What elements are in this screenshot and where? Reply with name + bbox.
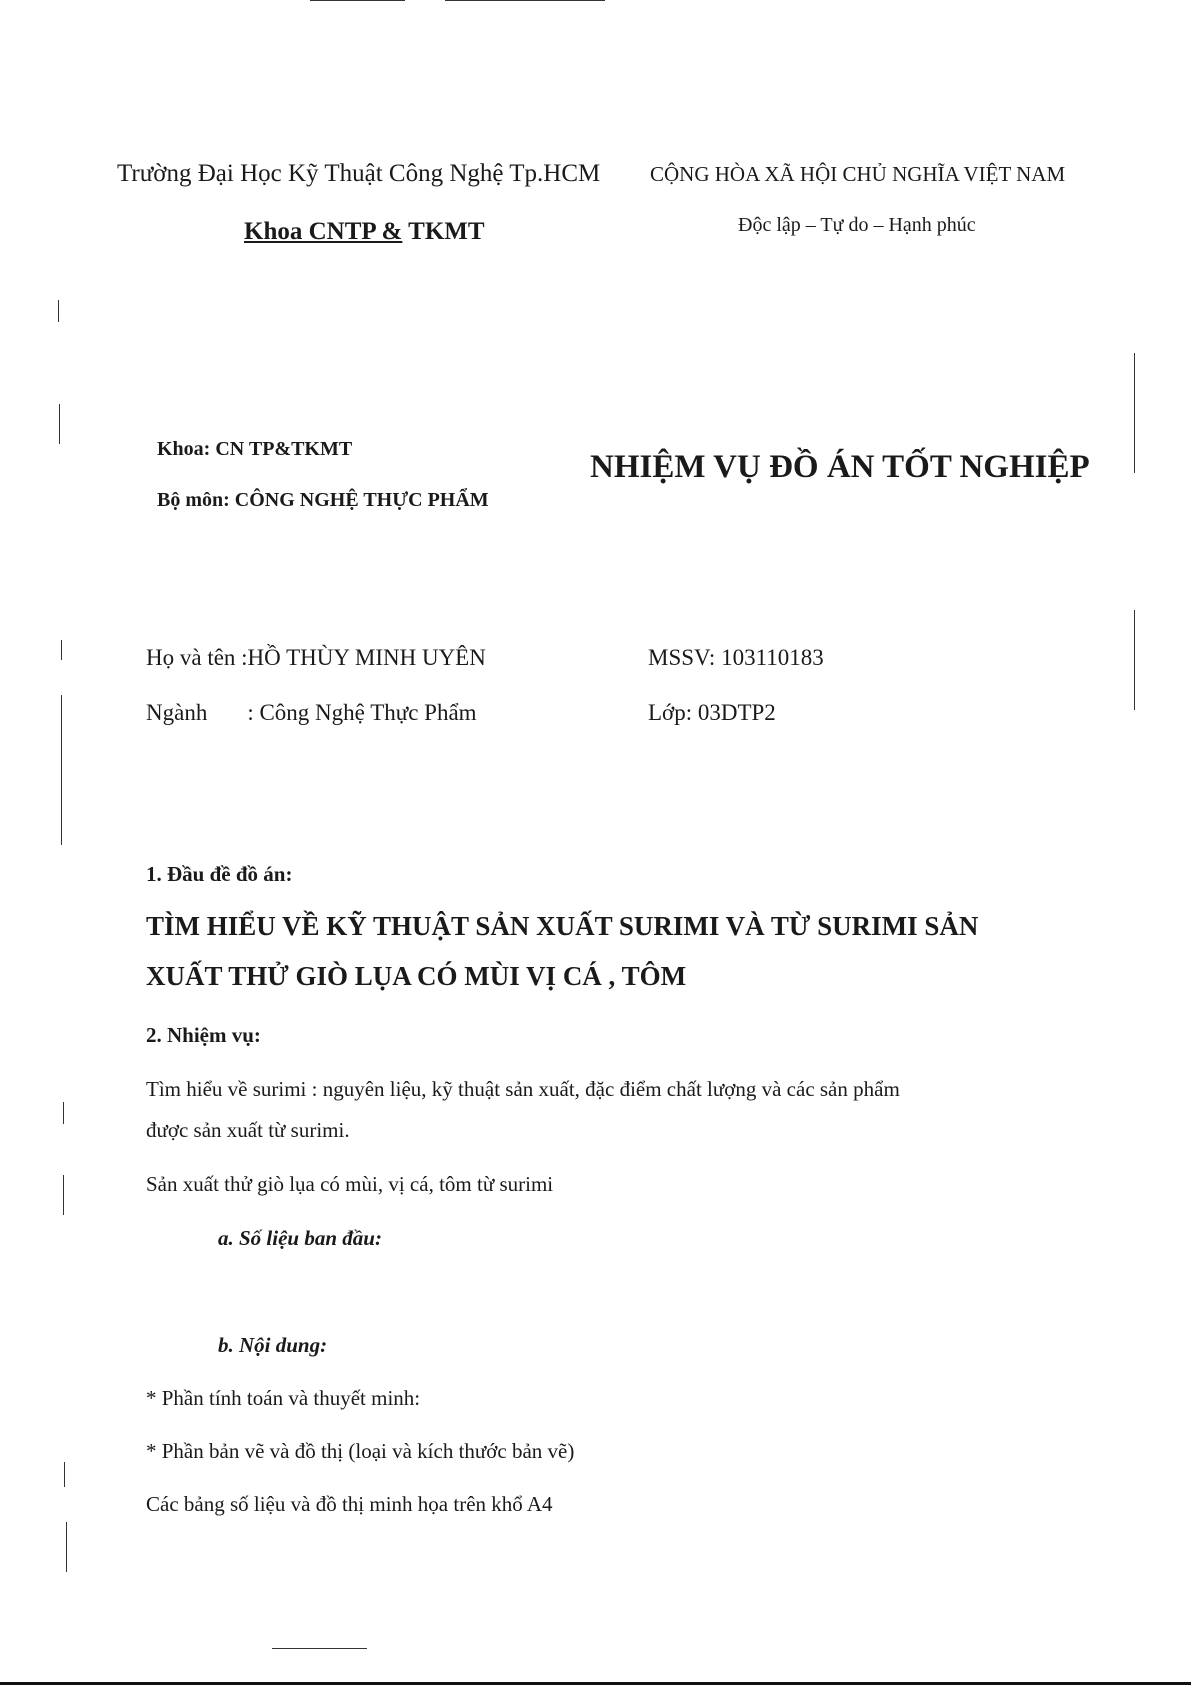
- school-name: Trường Đại Học Kỹ Thuật Công Nghệ Tp.HCM: [117, 160, 601, 187]
- content-item-2: * Phần bản vẽ và đồ thị (loại và kích thước bản vẽ): [146, 1439, 575, 1463]
- section2-heading: 2. Nhiệm vụ:: [146, 1023, 261, 1047]
- subsection-b: b. Nội dung:: [218, 1333, 328, 1357]
- document-title: NHIỆM VỤ ĐỒ ÁN TỐT NGHIỆP: [590, 449, 1090, 485]
- scan-mark-left-2: [59, 404, 60, 444]
- content-item-1: * Phần tính toán và thuyết minh:: [146, 1386, 421, 1410]
- student-major: [146, 700, 477, 726]
- scan-mark-left-5: [63, 1102, 64, 1124]
- scan-mark-left-7: [64, 1462, 65, 1487]
- scan-mark-top-2: [445, 0, 605, 1]
- major-value: : Công Nghệ Thực Phẩm: [247, 700, 477, 725]
- student-name: Họ và tên :HỒ THÙY MINH UYÊN: [146, 645, 486, 670]
- task-line-3: Sản xuất thử giò lụa có mùi, vị cá, tôm từ surimi: [146, 1172, 554, 1196]
- scan-mark-left-8: [66, 1522, 67, 1572]
- faculty-suffix: TKMT: [408, 218, 485, 245]
- scan-mark-right-1: [1134, 353, 1135, 473]
- scan-mark-left-3: [61, 640, 62, 660]
- department-subject: Bộ môn: CÔNG NGHỆ THỰC PHẨM: [157, 489, 489, 511]
- task-line-1: Tìm hiểu về surimi : nguyên liệu, kỹ thuật sản xuất, đặc điểm chất lượng và các sản phẩm: [146, 1077, 900, 1101]
- scan-mark-bottom: [272, 1648, 367, 1649]
- faculty-name: [244, 218, 485, 246]
- nation-heading: CỘNG HÒA XÃ HỘI CHỦ NGHĨA VIỆT NAM: [650, 162, 1066, 186]
- scan-mark-left-6: [63, 1175, 64, 1215]
- topic-line-1: TÌM HIỂU VỀ KỸ THUẬT SẢN XUẤT SURIMI VÀ TỪ SURIMI SẢN: [146, 911, 979, 941]
- department-faculty: Khoa: CN TP&TKMT: [157, 438, 353, 460]
- major-label: Ngành: [146, 700, 208, 725]
- subsection-a: a. Số liệu ban đầu:: [218, 1226, 382, 1250]
- scan-mark-top-1: [310, 0, 405, 1]
- scan-mark-left-4: [61, 695, 62, 845]
- faculty-prefix: Khoa CNTP &: [244, 218, 403, 245]
- national-motto: Độc lập – Tự do – Hạnh phúc: [738, 214, 976, 236]
- content-item-3: Các bảng số liệu và đồ thị minh họa trên khổ A4: [146, 1492, 553, 1516]
- topic-line-2: XUẤT THỬ GIÒ LỤA CÓ MÙI VỊ CÁ , TÔM: [146, 961, 687, 991]
- scan-mark-right-2: [1134, 610, 1135, 710]
- task-line-2: được sản xuất từ surimi.: [146, 1118, 350, 1142]
- student-id: MSSV: 103110183: [648, 645, 824, 670]
- section1-heading: 1. Đầu đề đồ án:: [146, 862, 293, 886]
- scan-mark-left-1: [58, 300, 59, 322]
- student-class: Lớp: 03DTP2: [648, 700, 776, 725]
